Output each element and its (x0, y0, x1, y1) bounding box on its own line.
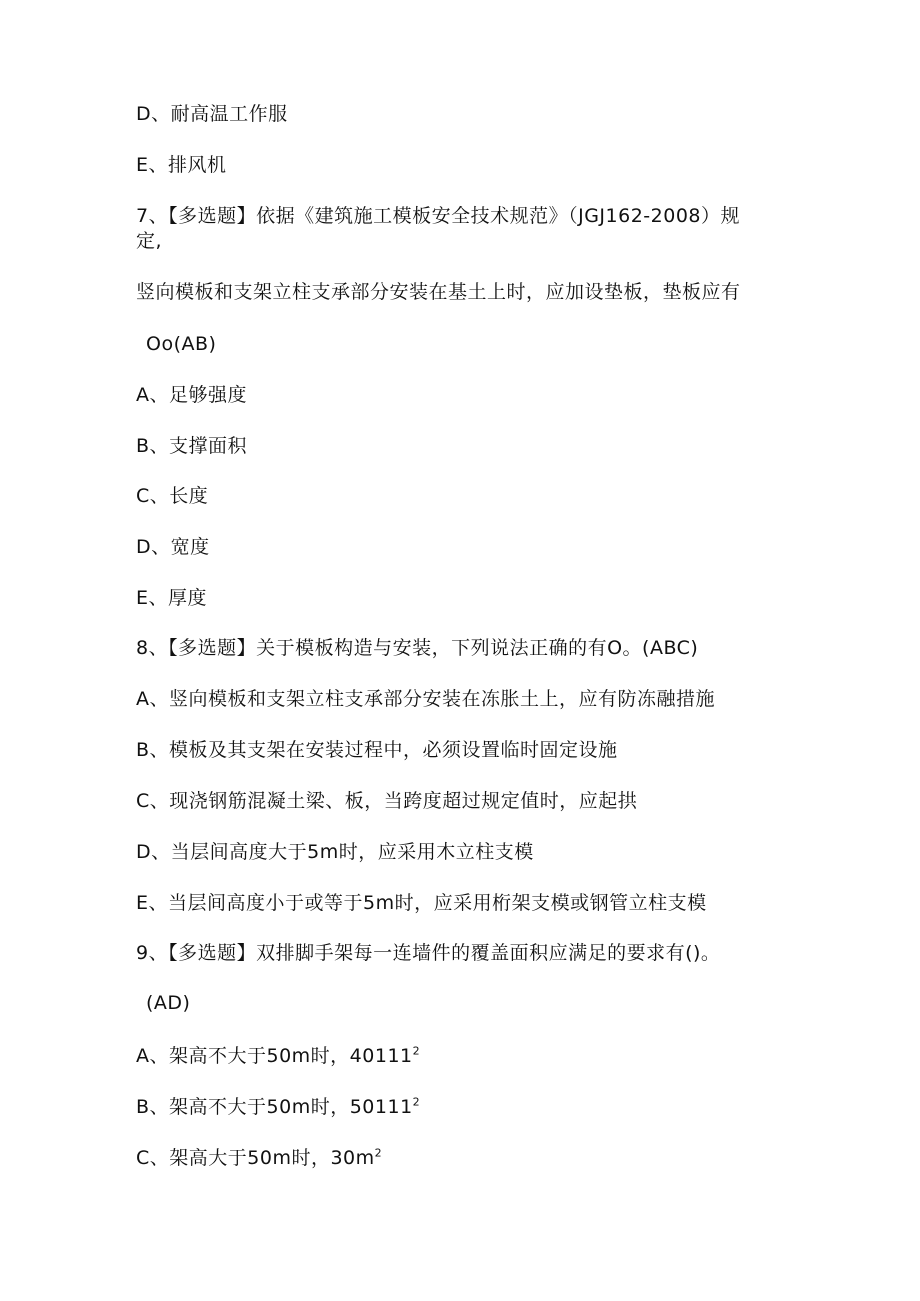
option-a-q7: A、足够强度 (136, 384, 247, 406)
question-9-answer: (AD) (146, 992, 191, 1014)
option-a-q9 (136, 1044, 420, 1068)
superscript: 2 (374, 1146, 383, 1160)
question-7-stem-cont: 定, (136, 230, 163, 252)
option-c-q8: C、现浇钢筋混凝土梁、板，当跨度超过规定值时，应起拱 (136, 790, 638, 812)
option-c-q9-text: C、架高大于50m时，30m (136, 1147, 375, 1169)
superscript: 2 (412, 1044, 421, 1058)
question-7-stem: 7、【多选题】依据《建筑施工模板安全技术规范》（JGJ162-2008）规 (136, 205, 740, 227)
option-d-q7: D、宽度 (136, 536, 210, 558)
option-a-q8: A、竖向模板和支架立柱支承部分安装在冻胀土上，应有防冻融措施 (136, 688, 715, 710)
option-b-q9 (136, 1095, 420, 1119)
option-e-q6: E、排风机 (136, 154, 227, 176)
option-b-q7: B、支撑面积 (136, 435, 248, 457)
option-c-q9 (136, 1146, 382, 1170)
option-e-q8: E、当层间高度小于或等于5m时，应采用桁架支模或钢管立柱支模 (136, 892, 707, 914)
option-c-q7: C、长度 (136, 485, 209, 507)
option-a-q9-text: A、架高不大于50m时，40111 (136, 1045, 413, 1067)
question-9-stem: 9、【多选题】双排脚手架每一连墙件的覆盖面积应满足的要求有()。 (136, 942, 721, 964)
superscript: 2 (412, 1095, 421, 1109)
question-7-answer: Oo(AB) (146, 333, 217, 355)
question-8-stem: 8、【多选题】关于模板构造与安装，下列说法正确的有O。(ABC) (136, 637, 699, 659)
option-b-q8: B、模板及其支架在安装过程中，必须设置临时固定设施 (136, 739, 618, 761)
option-d-q6: D、耐高温工作服 (136, 103, 288, 125)
option-d-q8: D、当层间高度大于5m时，应采用木立柱支模 (136, 841, 534, 863)
option-b-q9-text: B、架高不大于50m时，50111 (136, 1096, 413, 1118)
question-7-stem-body: 竖向模板和支架立柱支承部分安装在基土上时，应加设垫板，垫板应有 (136, 281, 741, 303)
option-e-q7: E、厚度 (136, 587, 208, 609)
